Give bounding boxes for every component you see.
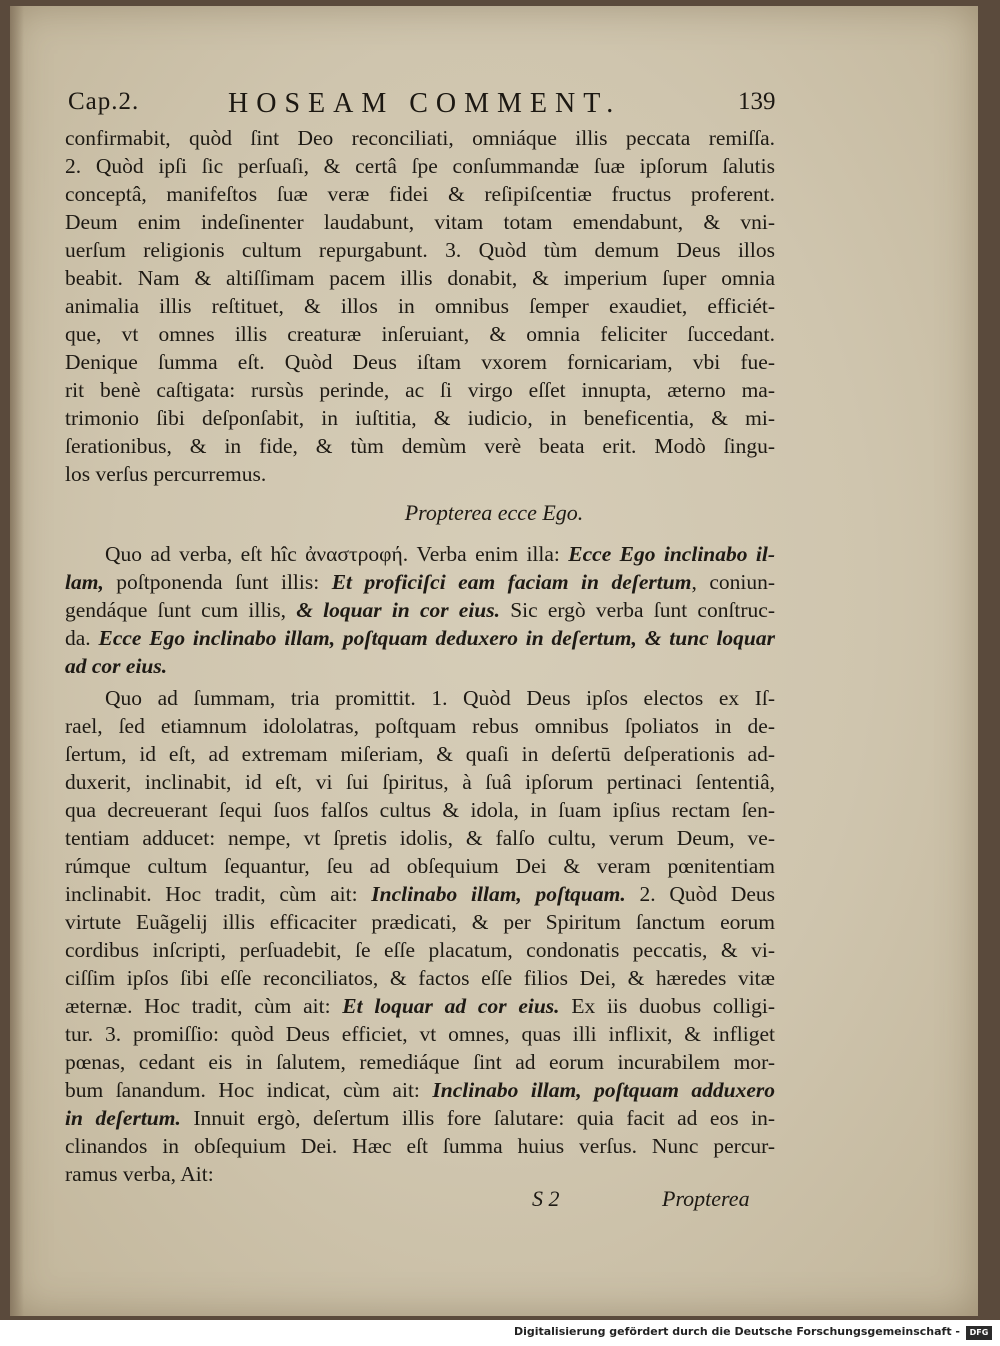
text-line: virtute Euãgelij illis efficaciter prædicati, & per Spiritum ſanctum eorum	[65, 910, 775, 934]
text-line: qua decreuerant ſequi ſuos falſos cultus & idola, in ſuam ipſius rectam ſen-	[65, 798, 775, 822]
running-head-chapter: Cap.2.	[68, 88, 140, 115]
text-line: duxerit, inclinabit, id eſt, vi ſui ſpiritus, à ſuâ ipſorum pertinaci ſententiâ,	[65, 770, 775, 794]
paragraph-1	[65, 124, 775, 488]
digitization-credit-bar	[0, 1320, 1000, 1346]
text-line: tur. 3. promiſſio: quòd Deus efficiet, vt omnes, quas illi inflixit, & infliget	[65, 1022, 775, 1046]
text-line: ad cor eius.	[65, 654, 168, 678]
section-heading: Propterea ecce Ego.	[404, 500, 584, 525]
running-head-title: HOSEAM COMMENT.	[228, 88, 622, 119]
dfg-logo-icon: DFG	[966, 1326, 992, 1340]
text-line: ciſſim ipſos ſibi eſſe reconciliatos, & factos eſſe filios Dei, & hæredes vitæ	[65, 966, 775, 990]
paragraph-2	[65, 540, 775, 680]
text-line: tentiam adducet: nempe, vt ſpretis idolis, & falſo cultu, verum Deum, ve-	[65, 826, 775, 850]
text-line: 2. Quòd ipſi ſic perſuaſi, & certâ ſpe conſummandæ ſuæ ipſorum ſalutis	[65, 154, 775, 178]
text-line: inclinabit. Hoc tradit, cùm ait: Inclinabo illam, poſtquam. 2. Quòd Deus	[65, 882, 776, 906]
text-line: da. Ecce Ego inclinabo illam, poſtquam deduxero in deſertum, & tunc loquar	[65, 626, 776, 650]
text-line: lam, poſtponenda ſunt illis: Et proficiſci eam faciam in deſertum, coniun-	[65, 570, 775, 594]
text-line: bum ſanandum. Hoc indicat, cùm ait: Inclinabo illam, poſtquam adduxero	[65, 1078, 775, 1102]
text-line: ramus verba, Ait:	[65, 1162, 214, 1186]
book-page	[10, 6, 978, 1316]
text-line: rael, ſed etiamnum idololatras, poſtquam rebus omnibus ſpoliatos in de-	[65, 714, 775, 738]
text-line: ſerationibus, & in fide, & tùm demùm verè beata erit. Modò ſingu-	[65, 434, 775, 458]
page-number: 139	[738, 88, 776, 115]
catchword: Propterea	[662, 1186, 750, 1211]
paragraph-3	[65, 684, 775, 1188]
text-line: clinandos in obſequium Dei. Hæc eſt ſumma huius verſus. Nunc percur-	[65, 1134, 775, 1158]
credit-text: Digitalisierung gefördert durch die Deutsche Forschungsgemeinschaft -	[513, 1325, 960, 1338]
signature-mark: S 2	[532, 1186, 560, 1211]
greek-term: ἀναστροφή	[305, 542, 403, 566]
text-line: trimonio ſibi deſponſabit, in iuſtitia, & iudicio, in beneficentia, & mi-	[65, 406, 775, 430]
text-line: los verſus percurremus.	[65, 462, 267, 486]
text-line: Quo ad ſummam, tria promittit. 1. Quòd Deus ipſos electos ex Iſ-	[105, 686, 775, 710]
text-line: Denique ſumma eſt. Quòd Deus iſtam vxorem fornicariam, vbi fue-	[65, 350, 775, 374]
text-line: confirmabit, quòd ſint Deo reconciliati, omniáque illis peccata remiſſa.	[65, 126, 775, 150]
text-line: ſertum, id eſt, ad extremam miſeriam, & quaſi in deſertū deſperationis ad-	[65, 742, 775, 766]
text-line: conceptâ, manifeſtos ſuæ veræ fidei & reſipiſcentiæ fructus proferent.	[65, 182, 775, 206]
text-line: in deſertum. Innuit ergò, deſertum illis fore ſalutare: quia facit ad eos in-	[65, 1106, 775, 1130]
text-line: gendáque ſunt cum illis, & loquar in cor eius. Sic ergò verba ſunt conſtruc-	[65, 598, 775, 622]
text-line: æternæ. Hoc tradit, cùm ait: Et loquar ad cor eius. Ex iis duobus colligi-	[65, 994, 775, 1018]
text-line: uerſum religionis cultum repurgabunt. 3. Quòd tùm demum Deus illos	[65, 238, 775, 262]
text-line: rit benè caſtigata: rursùs perinde, ac ſi virgo eſſet innupta, æterno ma-	[65, 378, 775, 402]
text-line: rúmque cultum ſequantur, ſeu ad obſequium Dei & veram pœnitentiam	[65, 854, 775, 878]
text-line: Quo ad verba, eſt hîc ἀναστροφή. Verba enim illa: Ecce Ego inclinabo il-	[105, 542, 775, 566]
text-line: animalia illis reſtituet, & illos in omnibus ſemper exaudiet, efficiét-	[65, 294, 775, 318]
text-line: cordibus inſcripti, perſuadebit, ſe eſſe placatum, condonatis peccatis, & vi-	[65, 938, 775, 962]
text-line: que, vt omnes illis creaturæ inſeruiant, & omnia feliciter ſuccedant.	[65, 322, 775, 346]
text-line: Deum enim indeſinenter laudabunt, vitam totam emendabunt, & vni-	[65, 210, 775, 234]
text-line: beabit. Nam & altiſſimam pacem illis donabit, & imperium ſuper omnia	[65, 266, 775, 290]
text-line: pœnas, cedant eis in ſalutem, remediáque ſint ad eorum incurabilem mor-	[65, 1050, 775, 1074]
